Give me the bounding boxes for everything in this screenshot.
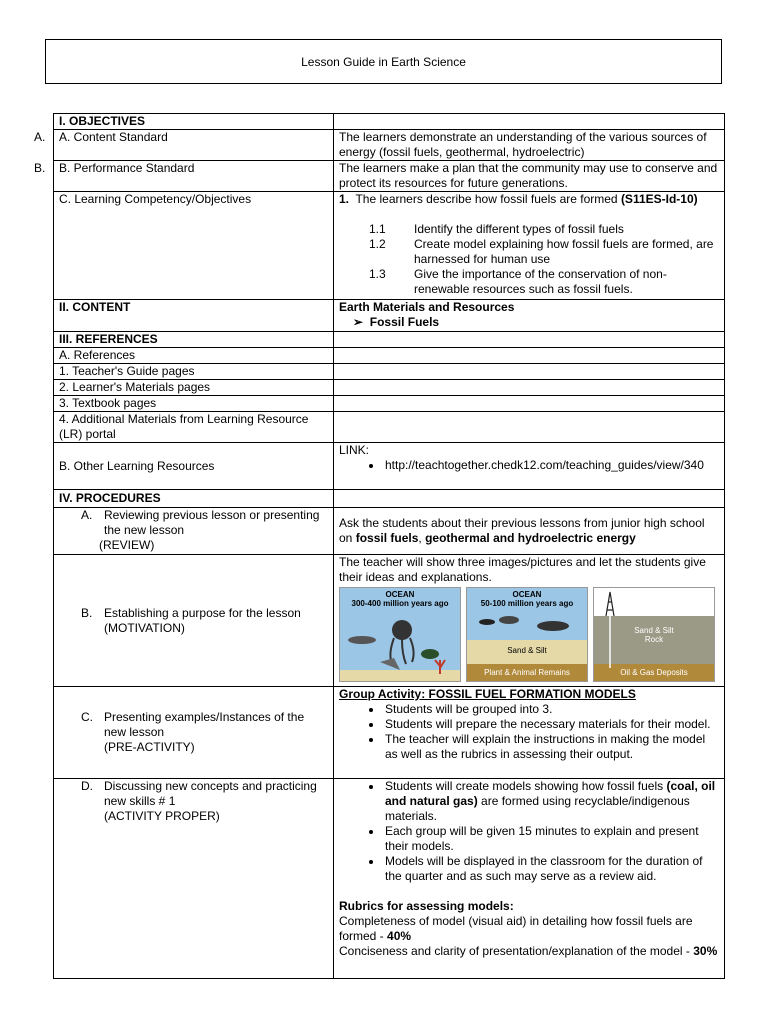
list-item: • Students will be grouped into 3. bbox=[383, 702, 719, 717]
ocean-ancient-image bbox=[339, 587, 461, 682]
arrow-icon: ➢ bbox=[353, 315, 364, 329]
rubric-item: Conciseness and clarity of presentation/explanation of the model - 30% bbox=[339, 944, 718, 958]
procedures-heading: IV. PROCEDURES bbox=[54, 490, 334, 508]
content-heading: II. CONTENT bbox=[54, 300, 334, 332]
procedure-d-letter: D. bbox=[81, 779, 93, 793]
table-row bbox=[54, 332, 725, 348]
procedure-d-tag: (ACTIVITY PROPER) bbox=[104, 809, 220, 823]
procedure-b-cell bbox=[54, 555, 334, 687]
procedure-d-label: Discussing new concepts and practicing new skills # 1 bbox=[104, 779, 317, 808]
table-row bbox=[54, 364, 725, 380]
image-2-title: OCEAN bbox=[512, 590, 542, 599]
side-label-a: A. bbox=[34, 130, 46, 144]
sub-objective: 1.2 Create model explaining how fossil fuels are formed, are harnessed for human use bbox=[369, 237, 714, 266]
sub-objective: 1.3 Give the importance of the conservation of non-renewable resources such as fossil fuels. bbox=[369, 267, 667, 296]
rubric-item: Completeness of model (visual aid) in detailing how fossil fuels are formed - 40% bbox=[339, 914, 693, 943]
table-row bbox=[54, 396, 725, 412]
reference-item: 3. Textbook pages bbox=[54, 396, 334, 412]
procedure-a-letter: A. bbox=[81, 508, 93, 522]
document-title-box bbox=[45, 39, 722, 84]
procedure-b-text-cell bbox=[334, 555, 725, 687]
image-2-layer-remains: Plant & Animal Remains bbox=[484, 668, 570, 677]
image-1-title: OCEAN bbox=[385, 590, 415, 599]
table-row bbox=[54, 348, 725, 364]
table-row bbox=[54, 161, 725, 192]
other-resources-label: B. Other Learning Resources bbox=[54, 443, 334, 490]
other-resources-cell bbox=[334, 443, 725, 490]
procedure-a-text-cell: Ask the students about their previous lessons from junior high school on fossil fuels, geothermal and hydroelectric energy bbox=[334, 508, 725, 555]
procedure-b-letter: B. bbox=[81, 605, 93, 620]
procedure-a-tag: (REVIEW) bbox=[99, 538, 155, 552]
table-row bbox=[54, 130, 725, 161]
image-2-layer-sand: Sand & Silt bbox=[507, 646, 547, 655]
link-label: LINK: bbox=[339, 443, 370, 457]
competency-num: 1. bbox=[339, 192, 350, 206]
list-item: • Each group will be given 15 minutes to explain and present their models. bbox=[383, 824, 719, 854]
competency-label: C. Learning Competency/Objectives bbox=[54, 192, 334, 300]
image-3-layer-oil: Oil & Gas Deposits bbox=[620, 668, 688, 677]
list-item: • The teacher will explain the instructions in making the model as well as the rubrics in assessing their output. bbox=[383, 732, 719, 762]
procedure-c-letter: C. bbox=[81, 710, 93, 724]
image-2-subtitle: 50-100 million years ago bbox=[480, 599, 574, 608]
list-item: • Students will create models showing how fossil fuels (coal, oil and natural gas) are formed using recyclable/indigenous materials. bbox=[383, 779, 719, 824]
procedure-b-text: The teacher will show three images/pictures and let the students give their ideas and explanations. bbox=[339, 555, 706, 584]
list-item: • Students will prepare the necessary materials for their model. bbox=[383, 717, 719, 732]
side-label-b: B. bbox=[34, 161, 46, 175]
reference-item: 1. Teacher's Guide pages bbox=[54, 364, 334, 380]
procedure-a-cell bbox=[54, 508, 334, 555]
performance-standard-label: B. Performance Standard bbox=[54, 161, 334, 192]
rubrics-title: Rubrics for assessing models: bbox=[339, 899, 514, 913]
image-3-layer-sand: Sand & Silt bbox=[634, 626, 674, 635]
table-row bbox=[54, 779, 725, 979]
procedure-d-cell bbox=[54, 779, 334, 979]
procedure-c-tag: (PRE-ACTIVITY) bbox=[104, 740, 195, 754]
content-cell bbox=[334, 300, 725, 332]
content-topic: Earth Materials and Resources bbox=[339, 300, 515, 314]
reference-item: A. References bbox=[54, 348, 334, 364]
table-row bbox=[54, 687, 725, 779]
table-row bbox=[54, 555, 725, 687]
procedure-b-label: Establishing a purpose for the lesson bbox=[104, 605, 301, 620]
competency-code: (S11ES-Id-10) bbox=[620, 192, 698, 206]
lesson-guide-table bbox=[53, 113, 725, 979]
list-item: • Models will be displayed in the classroom for the duration of the quarter and as such may serve as a review aid. bbox=[383, 854, 719, 884]
table-row bbox=[54, 114, 725, 130]
competency-cell bbox=[334, 192, 725, 300]
procedure-a-label: Reviewing previous lesson or presenting the new lesson bbox=[104, 508, 320, 537]
ocean-recent-image bbox=[466, 587, 588, 682]
procedure-b-tag: (MOTIVATION) bbox=[104, 620, 185, 635]
procedure-c-text-cell bbox=[334, 687, 725, 779]
image-3-layer-rock: Rock bbox=[644, 635, 664, 644]
competency-text: The learners describe how fossil fuels are formed bbox=[355, 192, 618, 206]
fossil-fuel-images bbox=[339, 587, 719, 682]
resource-link[interactable]: http://teachtogether.chedk12.com/teaching_guides/view/340 bbox=[385, 458, 704, 472]
document-title: Lesson Guide in Earth Science bbox=[301, 54, 466, 69]
table-row bbox=[54, 412, 725, 443]
reference-item: 4. Additional Materials from Learning Resource (LR) portal bbox=[54, 412, 334, 443]
image-1-subtitle: 300-400 million years ago bbox=[351, 599, 449, 608]
oil-deposit-image bbox=[593, 587, 715, 682]
procedure-d-text-cell bbox=[334, 779, 725, 979]
table-row bbox=[54, 508, 725, 555]
content-standard-label: A. Content Standard bbox=[54, 130, 334, 161]
table-row bbox=[54, 192, 725, 300]
references-heading: III. REFERENCES bbox=[54, 332, 334, 348]
procedure-c-label: Presenting examples/Instances of the new lesson bbox=[104, 710, 305, 739]
sub-objective: 1.1 Identify the different types of fossil fuels bbox=[369, 222, 624, 236]
activity-title: Group Activity: FOSSIL FUEL FORMATION MODELS bbox=[339, 687, 636, 701]
table-row bbox=[54, 300, 725, 332]
table-row bbox=[54, 443, 725, 490]
content-subtopic: Fossil Fuels bbox=[369, 315, 440, 329]
table-row bbox=[54, 380, 725, 396]
content-standard-text: The learners demonstrate an understanding of the various sources of energy (fossil fuels, geothermal, hydroelectric) bbox=[334, 130, 725, 161]
procedure-c-cell bbox=[54, 687, 334, 779]
reference-item: 2. Learner's Materials pages bbox=[54, 380, 334, 396]
table-row bbox=[54, 490, 725, 508]
objectives-heading: I. OBJECTIVES bbox=[54, 114, 334, 130]
performance-standard-text: The learners make a plan that the community may use to conserve and protect its resources for future generations. bbox=[334, 161, 725, 192]
